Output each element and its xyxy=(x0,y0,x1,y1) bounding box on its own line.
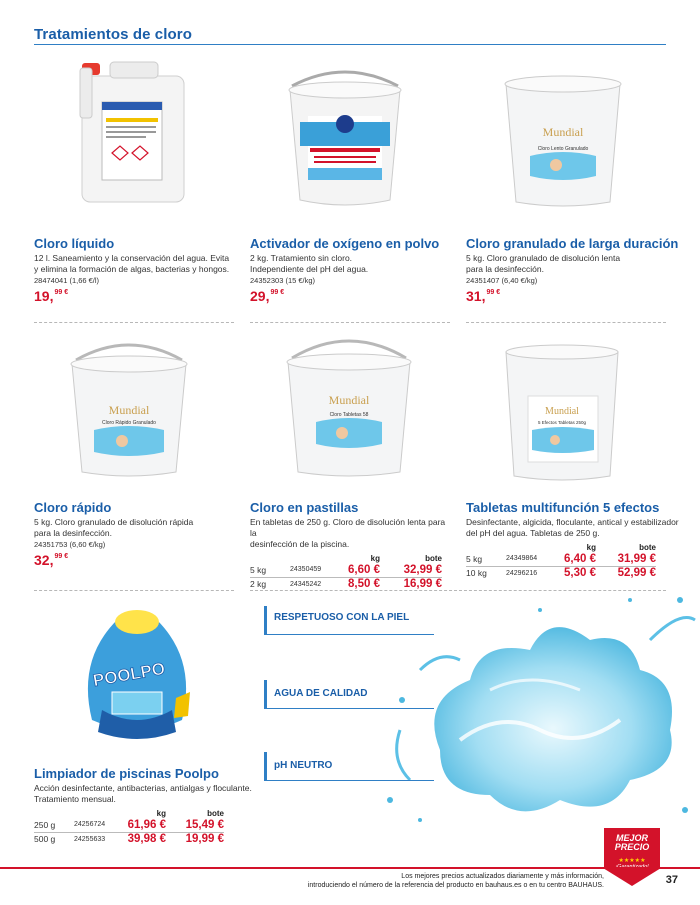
desc-line: para la desinfección. xyxy=(466,264,544,274)
variant-price-kg: 6,40 € xyxy=(546,552,596,566)
table-row xyxy=(250,563,442,577)
variant-price-bote: 15,49 € xyxy=(166,818,224,832)
variant-qty: 5 kg xyxy=(250,563,290,577)
feature-agua-calidad: AGUA DE CALIDAD xyxy=(274,688,368,699)
variant-price-kg: 8,50 € xyxy=(348,578,380,591)
variant-ref: 24345242 xyxy=(290,580,322,588)
price-cents: 99 € xyxy=(270,289,285,296)
desc-line: para la desinfección. xyxy=(34,528,112,538)
poolpo-image xyxy=(72,600,202,750)
variants-table xyxy=(250,553,442,591)
variant-price-bote: 31,99 € xyxy=(596,552,656,566)
product-name: Limpiador de piscinas Poolpo xyxy=(34,766,219,781)
product-description xyxy=(34,783,254,805)
cloro-liquido-image xyxy=(72,58,192,208)
desc-line: 5 kg. Cloro granulado de disolución rápida xyxy=(34,517,194,527)
mejor-precio-badge xyxy=(604,828,660,886)
footer-rule xyxy=(0,867,700,869)
title-rule xyxy=(34,44,666,45)
product-cloro-rapido xyxy=(34,500,244,568)
footer-line: Los mejores precios actualizados diariamente y más información, xyxy=(401,873,604,880)
product-cloro-liquido xyxy=(34,236,244,304)
product-price xyxy=(466,288,686,304)
variant-ref: 24255633 xyxy=(74,835,106,843)
product-cloro-pastillas xyxy=(250,500,450,591)
desc-line: Independiente del pH del agua. xyxy=(250,264,369,274)
col-kg: kg xyxy=(156,808,166,818)
activador-oxigeno-image xyxy=(280,60,410,210)
desc-line: del pH del agua. Tabletas de 250 g. xyxy=(466,528,600,538)
table-row xyxy=(466,552,656,566)
feature-rule xyxy=(264,634,434,635)
variant-price-kg: 61,96 € xyxy=(118,818,166,832)
table-row xyxy=(250,577,442,591)
variant-ref: 24349864 xyxy=(506,552,546,566)
cloro-pastillas-image xyxy=(282,334,416,478)
product-description xyxy=(250,517,450,550)
variant-price-bote: 52,99 € xyxy=(617,567,656,580)
label-text: Cloro Líquido xyxy=(118,112,146,117)
table-row xyxy=(34,818,224,832)
variant-qty: 500 g xyxy=(34,834,56,845)
variant-price-bote: 32,99 € xyxy=(380,563,442,577)
feature-rule xyxy=(264,780,434,781)
col-kg: kg xyxy=(370,553,380,563)
price-cents: 99 € xyxy=(54,289,69,296)
product-name: Cloro líquido xyxy=(34,236,115,251)
price-main: 31, xyxy=(466,288,486,304)
row-divider xyxy=(250,590,666,591)
desc-line: 2 kg. Tratamiento sin cloro. xyxy=(250,253,353,263)
product-description xyxy=(34,517,244,539)
desc-line: 5 kg. Cloro granulado de disolución lenta xyxy=(466,253,621,263)
product-name: Cloro rápido xyxy=(34,500,112,515)
footer-line: introduciendo el número de la referencia del producto en bauhaus.es o en tu centro BAUHAUS. xyxy=(307,882,604,889)
product-description xyxy=(466,517,686,539)
table-row xyxy=(466,566,656,580)
variant-price-kg: 6,60 € xyxy=(330,563,380,577)
product-ref: 28474041 (1,66 €/l) xyxy=(34,276,100,285)
col-bote: bote xyxy=(425,553,442,563)
product-ref: 24351407 (6,40 €/kg) xyxy=(466,276,538,285)
tabletas-multifuncion-image xyxy=(500,340,624,482)
desc-line: desinfección de la piscina. xyxy=(250,539,350,549)
product-name: Tabletas multifunción 5 efectos xyxy=(466,500,660,515)
product-name: Cloro en pastillas xyxy=(250,500,359,515)
page-title: Tratamientos de cloro xyxy=(34,26,192,43)
product-activador-oxigeno xyxy=(250,236,460,304)
page-number: 37 xyxy=(665,874,678,886)
desc-line: 12 l. Saneamiento y la conservación del agua. Evita xyxy=(34,253,230,263)
desc-line: En tabletas de 250 g. Cloro de disolución lenta para la xyxy=(250,517,446,538)
price-main: 19, xyxy=(34,288,54,304)
feature-respetuoso: RESPETUOSO CON LA PIEL xyxy=(274,612,410,623)
badge-line: MEJOR xyxy=(615,833,648,843)
variant-ref: 24256724 xyxy=(74,818,118,832)
variant-price-bote: 19,99 € xyxy=(185,833,224,846)
brand-text: Mundial xyxy=(328,393,370,407)
variant-ref: 24350459 xyxy=(290,563,330,577)
variant-qty: 10 kg xyxy=(466,568,487,579)
variants-table xyxy=(34,808,224,846)
brand-text: Mundial xyxy=(108,403,150,417)
footer-text xyxy=(264,872,604,890)
product-ref: 24352303 (15 €/kg) xyxy=(250,276,316,285)
table-row xyxy=(34,832,224,846)
badge-stars-icon: ★★★★★ xyxy=(618,858,646,864)
col-bote: bote xyxy=(207,808,224,818)
label-text: Cloro Rápido Granulado xyxy=(102,420,156,426)
desc-line: Acción desinfectante, antibacterias, antialgas y floculante. xyxy=(34,783,252,793)
row-divider xyxy=(250,322,450,323)
product-price xyxy=(34,552,244,568)
variant-price-kg: 5,30 € xyxy=(564,567,596,580)
variant-price-kg: 39,98 € xyxy=(127,833,166,846)
feature-ph-neutro: pH NEUTRO xyxy=(274,760,333,771)
price-cents: 99 € xyxy=(486,289,501,296)
feature-marker xyxy=(264,680,267,708)
product-name: Activador de oxígeno en polvo xyxy=(250,236,440,251)
badge-line: PRECIO xyxy=(614,842,650,852)
product-cloro-granulado-larga xyxy=(466,236,686,304)
product-tabletas-multifuncion xyxy=(466,500,686,580)
product-price xyxy=(34,288,244,304)
variants-table xyxy=(466,542,656,580)
feature-marker xyxy=(264,752,267,780)
product-description xyxy=(250,253,460,275)
col-kg: kg xyxy=(586,542,596,552)
variant-ref: 24296216 xyxy=(506,569,538,577)
price-main: 32, xyxy=(34,552,54,568)
variant-price-bote: 16,99 € xyxy=(403,578,442,591)
brand-text: Mundial xyxy=(545,406,579,417)
feature-rule xyxy=(264,708,434,709)
product-ref: 24351753 (6,60 €/kg) xyxy=(34,540,106,549)
variant-qty: 2 kg xyxy=(250,579,267,590)
label-text: Cloro Lento Granulado xyxy=(537,146,589,152)
badge-title xyxy=(604,834,660,852)
cloro-granulado-larga-image xyxy=(496,62,630,210)
desc-line: Tratamiento mensual. xyxy=(34,794,116,804)
product-price xyxy=(250,288,460,304)
col-bote: bote xyxy=(639,542,656,552)
product-description xyxy=(34,253,244,275)
price-main: 29, xyxy=(250,288,270,304)
brand-text: POOLPO xyxy=(91,658,167,691)
feature-marker xyxy=(264,606,267,634)
variant-qty: 5 kg xyxy=(466,552,506,566)
desc-line: y elimina la formación de algas, bacterias y hongos. xyxy=(34,264,230,274)
brand-text: Mundial xyxy=(542,125,584,139)
row-divider xyxy=(466,322,666,323)
product-poolpo xyxy=(34,766,254,846)
cloro-rapido-image xyxy=(64,338,194,478)
price-cents: 99 € xyxy=(54,553,69,560)
product-name: Cloro granulado de larga duración xyxy=(466,236,679,251)
label-text: 5 Efectos Tabletas 250g xyxy=(538,420,586,425)
row-divider xyxy=(34,590,234,591)
row-divider xyxy=(34,322,234,323)
desc-line: Desinfectante, algicida, floculante, antical y estabilizador xyxy=(466,517,679,527)
variant-qty: 250 g xyxy=(34,818,74,832)
product-description xyxy=(466,253,686,275)
water-splash-image xyxy=(380,580,700,840)
label-text: Cloro Tabletas 58 xyxy=(329,412,369,418)
